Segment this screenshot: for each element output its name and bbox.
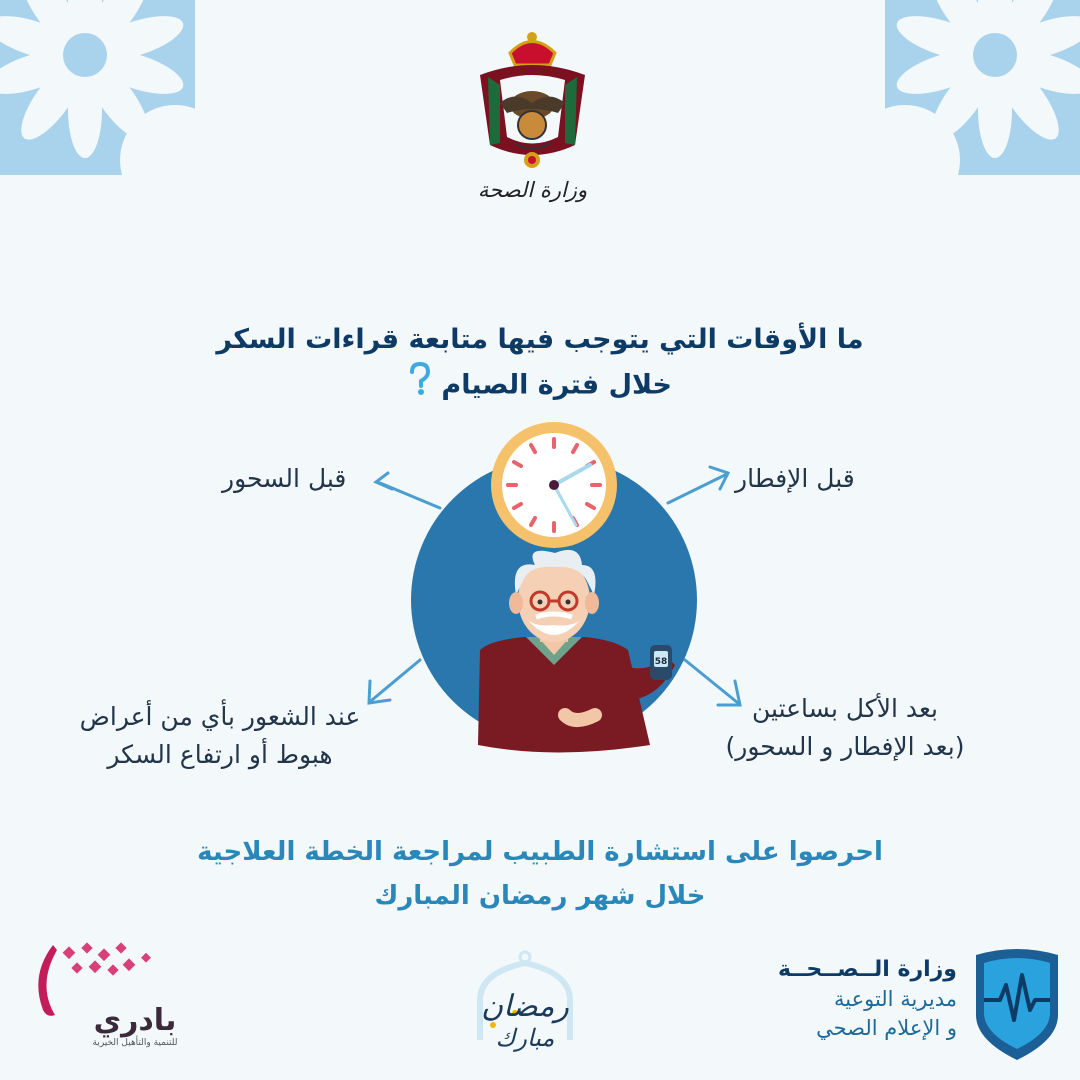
page-title — [160, 318, 920, 410]
moh-dept-line-2: و الإعلام الصحي — [816, 1016, 957, 1040]
corner-ornament-right — [885, 0, 1080, 175]
title-line-1: ما الأوقات التي يتوجب فيها متابعة قراءات السكر — [216, 324, 864, 355]
corner-ornament-left — [0, 0, 195, 175]
time-symptoms — [55, 698, 385, 774]
badri-logo-text — [70, 1005, 200, 1049]
message-line-1: احرصوا على استشارة الطبيب لمراجعة الخطة العلاجية — [197, 837, 883, 867]
time-after-meal-line-2: (بعد الإفطار و السحور) — [725, 732, 965, 761]
time-after-meal-line-1: بعد الأكل بساعتين — [752, 694, 938, 723]
badri-name: بادري — [93, 1003, 177, 1038]
time-symptoms-line-1: عند الشعور بأي من أعراض — [79, 702, 361, 731]
ramadan-line-2: مبارك — [495, 1024, 555, 1052]
glucometer-reading: 58 — [654, 657, 668, 667]
moh-title: وزارة الــصــحــة — [778, 957, 957, 982]
ramadan-mubarak-text — [455, 990, 595, 1052]
jordan-coat-of-arms-icon — [470, 25, 595, 179]
title-line-2: خلال فترة الصيام — [441, 369, 672, 401]
message-line-2: خلال شهر رمضان المبارك — [374, 881, 706, 911]
illustration — [350, 415, 760, 779]
time-before-suhoor: قبل السحور — [222, 464, 347, 493]
ramadan-line-1: رمضان — [481, 989, 569, 1024]
question-mark-icon — [408, 362, 432, 410]
badri-tagline: للتنمية والتأهيل الخيرية — [92, 1038, 178, 1048]
time-after-meal — [700, 690, 990, 766]
time-before-iftar: قبل الإفطار — [735, 464, 855, 493]
time-symptoms-line-2: هبوط أو ارتفاع السكر — [107, 740, 333, 769]
moh-shield-heartbeat-icon — [968, 945, 1066, 1067]
moh-department-block — [778, 955, 957, 1043]
moh-dept-line-1: مديرية التوعية — [833, 987, 957, 1011]
doctor-advice-message — [160, 830, 920, 918]
wall-clock-icon — [491, 422, 617, 548]
ministry-signature: وزارة الصحة — [477, 178, 588, 202]
